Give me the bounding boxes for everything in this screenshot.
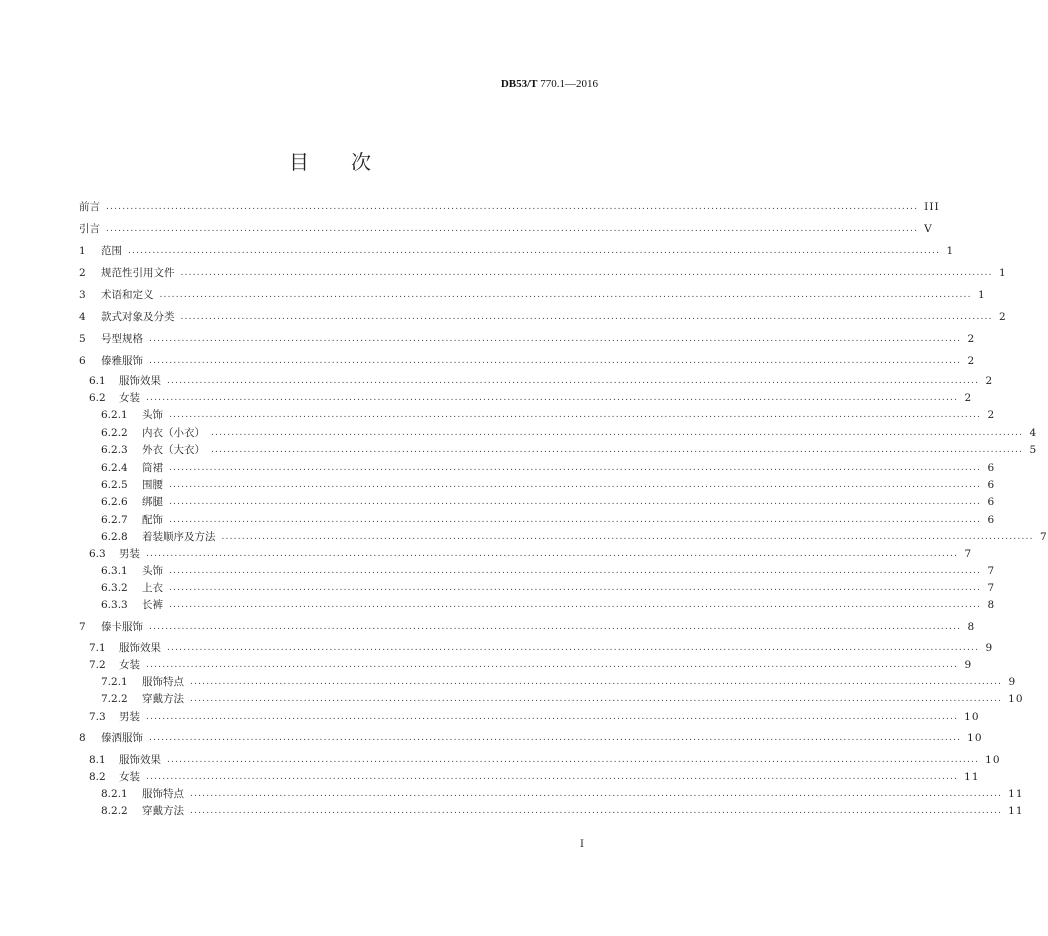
page-title [0, 146, 662, 175]
toc-entry[interactable] [79, 640, 994, 656]
toc-entry-label: 头饰 [142, 565, 163, 577]
toc-entry-label: 傣洒服饰 [101, 732, 143, 744]
toc-entry-page: 6 [987, 496, 996, 508]
toc-leader-dots: ........................................................................................................................................................................................................ [211, 445, 1024, 455]
toc-leader-dots: ........................................................................................................................................................................................................ [221, 532, 1034, 542]
toc-entry[interactable] [79, 373, 994, 389]
toc-entry-page: 1 [998, 267, 1007, 279]
toc-leader-dots: ........................................................................................................................................................................................................ [169, 497, 982, 507]
toc-entry-label: 前言 [79, 201, 100, 213]
toc-entry-label: 配饰 [142, 514, 163, 526]
toc-entry-number: 6.3.2 [101, 582, 128, 594]
toc-entry-number: 8.2.2 [101, 805, 128, 817]
toc-entry[interactable] [79, 221, 933, 237]
toc-leader-dots: ........................................................................................................................................................................................................ [146, 772, 959, 782]
toc-leader-dots: ........................................................................................................................................................................................................ [190, 677, 1003, 687]
toc-entry-number: 6.1 [89, 375, 106, 387]
toc-entry-number: 7.3 [89, 711, 106, 723]
toc-entry-number: 6 [79, 355, 86, 367]
toc-leader-dots: ........................................................................................................................................................................................................ [149, 356, 962, 366]
toc-entry-label: 内衣（小衣） [142, 427, 205, 439]
toc-entry-page: 6 [987, 462, 996, 474]
toc-leader-dots: ........................................................................................................................................................................................................ [169, 463, 982, 473]
toc-leader-dots: ........................................................................................................................................................................................................ [146, 549, 959, 559]
toc-leader-dots: ........................................................................................................................................................................................................ [146, 660, 959, 670]
toc-entry-page: 10 [985, 754, 1001, 766]
toc-entry[interactable] [79, 512, 996, 528]
toc-entry[interactable] [79, 243, 955, 259]
toc-entry[interactable] [79, 494, 996, 510]
toc-leader-dots: ........................................................................................................................................................................................................ [190, 789, 1003, 799]
toc-leader-dots: ........................................................................................................................................................................................................ [146, 712, 959, 722]
toc-entry[interactable] [79, 674, 1017, 690]
toc-entry-page: 2 [964, 392, 973, 404]
toc-entry-page: 9 [985, 642, 994, 654]
toc-entry-page: 10 [1008, 693, 1024, 705]
toc-entry-label: 女装 [119, 392, 140, 404]
toc-entry-page: 2 [967, 333, 976, 345]
toc-entry-label: 款式对象及分类 [101, 311, 175, 323]
toc-leader-dots: ........................................................................................................................................................................................................ [169, 515, 982, 525]
toc-entry[interactable] [79, 769, 980, 785]
toc-entry-number: 6.2.5 [101, 479, 128, 491]
toc-entry-page: 10 [964, 711, 980, 723]
toc-entry-number: 3 [79, 289, 86, 301]
toc-entry[interactable] [79, 657, 973, 673]
toc-entry-number: 7.1 [89, 642, 106, 654]
toc-entry-number: 6.2.3 [101, 444, 128, 456]
toc-entry-page: 2 [985, 375, 994, 387]
toc-entry-number: 6.2.7 [101, 514, 128, 526]
page-title-char-1: 目 [289, 150, 311, 174]
toc-entry-page: 10 [967, 732, 983, 744]
toc-entry-number: 6.2.4 [101, 462, 128, 474]
toc-entry[interactable] [79, 597, 996, 613]
toc-leader-dots: ........................................................................................................................................................................................................ [106, 202, 919, 212]
toc-leader-dots: ........................................................................................................................................................................................................ [149, 622, 962, 632]
toc-entry-label: 绑腿 [142, 496, 163, 508]
toc-entry-number: 7.2.2 [101, 693, 128, 705]
toc-entry-page: 1 [946, 245, 955, 257]
toc-entry-number: 6.3.3 [101, 599, 128, 611]
toc-entry-label: 筒裙 [142, 462, 163, 474]
toc-leader-dots: ........................................................................................................................................................................................................ [159, 290, 972, 300]
toc-leader-dots: ........................................................................................................................................................................................................ [149, 733, 962, 743]
toc-entry-page: 6 [987, 479, 996, 491]
toc-entry-label: 女装 [119, 659, 140, 671]
toc-entry-label: 穿戴方法 [142, 805, 184, 817]
toc-leader-dots: ........................................................................................................................................................................................................ [106, 224, 919, 234]
toc-leader-dots: ........................................................................................................................................................................................................ [149, 334, 962, 344]
toc-entry-number: 6.2.6 [101, 496, 128, 508]
toc-entry-label: 范围 [101, 245, 122, 257]
toc-entry-page: 7 [1039, 531, 1048, 543]
toc-entry[interactable] [79, 563, 996, 579]
toc-entry-label: 头饰 [142, 409, 163, 421]
toc-entry[interactable] [79, 803, 1024, 819]
toc-leader-dots: ........................................................................................................................................................................................................ [190, 694, 1003, 704]
toc-entry-number: 8 [79, 732, 86, 744]
toc-entry[interactable] [79, 709, 980, 725]
toc-entry-page: 2 [987, 409, 996, 421]
toc-entry[interactable] [79, 786, 1024, 802]
toc-entry-label: 引言 [79, 223, 100, 235]
toc-entry[interactable] [79, 390, 973, 406]
toc-entry-number: 8.2 [89, 771, 106, 783]
toc-leader-dots: ........................................................................................................................................................................................................ [180, 268, 993, 278]
toc-entry-page: 4 [1029, 427, 1038, 439]
toc-entry-label: 围腰 [142, 479, 163, 491]
toc-leader-dots: ........................................................................................................................................................................................................ [128, 246, 941, 256]
toc-entry[interactable] [79, 619, 976, 635]
toc-entry-page: 1 [977, 289, 986, 301]
toc-entry-label: 规范性引用文件 [101, 267, 175, 279]
toc-entry-page: 11 [964, 771, 980, 783]
toc-entry-label: 外衣（大衣） [142, 444, 205, 456]
document-code-number: 770.1—2016 [537, 78, 598, 90]
toc-entry-label: 服饰效果 [119, 754, 161, 766]
toc-entry[interactable] [79, 407, 996, 423]
toc-entry-label: 穿戴方法 [142, 693, 184, 705]
toc-entry[interactable] [79, 199, 940, 215]
toc-entry-page: 9 [1008, 676, 1017, 688]
toc-entry[interactable] [79, 529, 1048, 545]
toc-entry-number: 8.2.1 [101, 788, 128, 800]
toc-entry[interactable] [79, 730, 983, 746]
toc-entry[interactable] [79, 691, 1024, 707]
toc-entry[interactable] [79, 331, 976, 347]
toc-entry-page: 8 [967, 621, 976, 633]
toc-entry[interactable] [79, 752, 1001, 768]
toc-leader-dots: ........................................................................................................................................................................................................ [146, 393, 959, 403]
toc-entry-number: 6.2.1 [101, 409, 128, 421]
toc-entry-page: 5 [1029, 444, 1038, 456]
toc-entry-page: 7 [987, 582, 996, 594]
toc-entry-label: 服饰效果 [119, 375, 161, 387]
toc-leader-dots: ........................................................................................................................................................................................................ [169, 583, 982, 593]
toc-entry-page: V [924, 223, 933, 235]
toc-entry[interactable] [79, 580, 996, 596]
toc-entry-label: 服饰特点 [142, 676, 184, 688]
toc-leader-dots: ........................................................................................................................................................................................................ [169, 566, 982, 576]
toc-entry-page: 8 [987, 599, 996, 611]
toc-entry-number: 6.3 [89, 548, 106, 560]
toc-entry[interactable] [79, 425, 1038, 441]
toc-entry-number: 6.2.2 [101, 427, 128, 439]
page-number: I [580, 839, 584, 850]
toc-leader-dots: ........................................................................................................................................................................................................ [167, 376, 980, 386]
toc-entry-label: 着装顺序及方法 [142, 531, 216, 543]
toc-entry-label: 号型规格 [101, 333, 143, 345]
toc-entry-number: 7.2 [89, 659, 106, 671]
toc-entry-page: 2 [967, 355, 976, 367]
toc-entry[interactable] [79, 477, 996, 493]
toc-entry-number: 6.2.8 [101, 531, 128, 543]
toc-entry-page: 6 [987, 514, 996, 526]
toc-entry-page: 9 [964, 659, 973, 671]
toc-entry-label: 术语和定义 [101, 289, 154, 301]
toc-entry-number: 7 [79, 621, 86, 633]
toc-entry-number: 8.1 [89, 754, 106, 766]
toc-entry-page: III [924, 201, 940, 213]
toc-entry[interactable] [79, 265, 1007, 281]
toc-entry-label: 男装 [119, 548, 140, 560]
toc-leader-dots: ........................................................................................................................................................................................................ [190, 806, 1003, 816]
toc-entry[interactable] [79, 309, 1007, 325]
toc-entry-label: 服饰效果 [119, 642, 161, 654]
toc-leader-dots: ........................................................................................................................................................................................................ [211, 428, 1024, 438]
toc-leader-dots: ........................................................................................................................................................................................................ [180, 312, 993, 322]
toc-entry-number: 6.3.1 [101, 565, 128, 577]
toc-entry[interactable] [79, 287, 986, 303]
toc-entry-label: 长裤 [142, 599, 163, 611]
toc-entry-number: 2 [79, 267, 86, 279]
toc-entry-label: 傣卡服饰 [101, 621, 143, 633]
toc-entry-number: 7.2.1 [101, 676, 128, 688]
toc-leader-dots: ........................................................................................................................................................................................................ [167, 643, 980, 653]
toc-entry-label: 男装 [119, 711, 140, 723]
toc-entry-number: 4 [79, 311, 86, 323]
toc-entry-page: 11 [1008, 788, 1024, 800]
toc-leader-dots: ........................................................................................................................................................................................................ [169, 410, 982, 420]
toc-leader-dots: ........................................................................................................................................................................................................ [169, 600, 982, 610]
toc-entry[interactable] [79, 442, 1038, 458]
toc-entry[interactable] [79, 353, 976, 369]
toc-leader-dots: ........................................................................................................................................................................................................ [167, 755, 980, 765]
toc-entry-number: 1 [79, 245, 86, 257]
toc-leader-dots: ........................................................................................................................................................................................................ [169, 480, 982, 490]
toc-entry-page: 11 [1008, 805, 1024, 817]
toc-entry-page: 2 [998, 311, 1007, 323]
toc-entry[interactable] [79, 460, 996, 476]
toc-entry-label: 女装 [119, 771, 140, 783]
toc-entry-label: 服饰特点 [142, 788, 184, 800]
toc-entry-page: 7 [964, 548, 973, 560]
document-code [501, 78, 598, 90]
toc-entry-number: 5 [79, 333, 86, 345]
toc-entry[interactable] [79, 546, 973, 562]
document-code-prefix: DB53/T [500, 78, 538, 90]
toc-entry-page: 7 [987, 565, 996, 577]
toc-entry-label: 上衣 [142, 582, 163, 594]
toc-entry-label: 傣雅服饰 [101, 355, 143, 367]
toc-entry-number: 6.2 [89, 392, 106, 404]
page-title-char-2: 次 [351, 150, 373, 174]
